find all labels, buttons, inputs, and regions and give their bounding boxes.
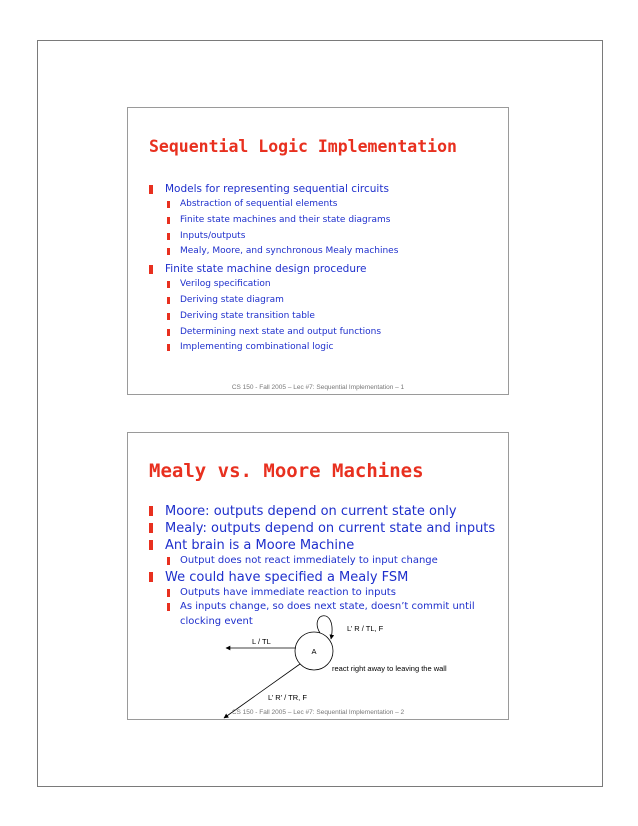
bullet-marker (167, 313, 170, 320)
sub-bullet-text: Verilog specification (180, 279, 271, 290)
sub-bullet (149, 340, 498, 356)
down-transition-label: L’ R’ / TR, F (268, 693, 307, 702)
state-a-label: A (311, 647, 317, 656)
bullet-marker (167, 217, 170, 224)
bullet (149, 262, 498, 277)
sub-bullet (149, 293, 498, 309)
sub-bullet-text: Mealy, Moore, and synchronous Mealy machines (180, 246, 399, 257)
slide-1-title: Sequential Logic Implementation (149, 137, 457, 156)
bullet-marker (167, 248, 170, 255)
sub-bullet-text: Output does not react immediately to input change (180, 555, 438, 566)
bullet-marker (167, 233, 170, 240)
sub-bullet-text: Abstraction of sequential elements (180, 199, 338, 209)
sub-bullet (149, 277, 498, 293)
slide-2 (127, 432, 509, 720)
bullet-text: We could have specified a Mealy FSM (165, 569, 409, 585)
sub-bullet-text: Outputs have immediate reaction to inputs (180, 586, 396, 598)
bullet (149, 182, 498, 197)
slide-1 (127, 107, 509, 395)
sub-bullet (149, 325, 498, 341)
bullet-text: Models for representing sequential circuits (165, 183, 389, 195)
bullet-text: Finite state machine design procedure (165, 263, 367, 276)
sub-bullet (149, 213, 498, 229)
sub-bullet-text: Deriving state transition table (180, 310, 315, 321)
sub-bullet-text: Implementing combinational logic (180, 342, 334, 353)
diagram-note: react right away to leaving the wall (332, 664, 447, 673)
bullet-marker (149, 265, 153, 274)
slide-2-footer: CS 150 - Fall 2005 – Lec #7: Sequential Implementation – 2 (231, 709, 405, 716)
sub-bullet (149, 244, 498, 260)
sub-bullet-text: Finite state machines and their state diagrams (180, 214, 391, 225)
sub-bullet-text: Determining next state and output functions (180, 326, 382, 337)
bullet-text: Moore: outputs depend on current state only (165, 504, 457, 519)
bullet-marker (167, 297, 170, 304)
bullet-text: Ant brain is a Moore Machine (165, 538, 355, 553)
slide-2-title: Mealy vs. Moore Machines (149, 460, 424, 482)
sub-bullet (149, 229, 498, 245)
bullet-text: Mealy: outputs depend on current state and inputs (165, 521, 496, 536)
bullet-marker (167, 281, 170, 288)
state-diagram (128, 433, 508, 719)
self-loop-label: L’ R / TL, F (347, 624, 384, 633)
sub-bullet-text: Deriving state diagram (180, 294, 284, 305)
bullet-marker (167, 201, 170, 208)
slide-1-bullets (149, 180, 498, 356)
bullet-marker (167, 344, 170, 351)
sub-bullet-text: As inputs change, so does next state, doesn’t commit until clocking event (180, 601, 475, 627)
bullet-marker (149, 185, 153, 194)
sub-bullet (149, 197, 498, 213)
sub-bullet-text: Inputs/outputs (180, 230, 246, 241)
slide-1-footer: CS 150 - Fall 2005 – Lec #7: Sequential Implementation – 1 (231, 384, 405, 391)
left-transition-label: L / TL (252, 637, 271, 646)
bullet-marker (167, 329, 170, 336)
sub-bullet (149, 309, 498, 325)
